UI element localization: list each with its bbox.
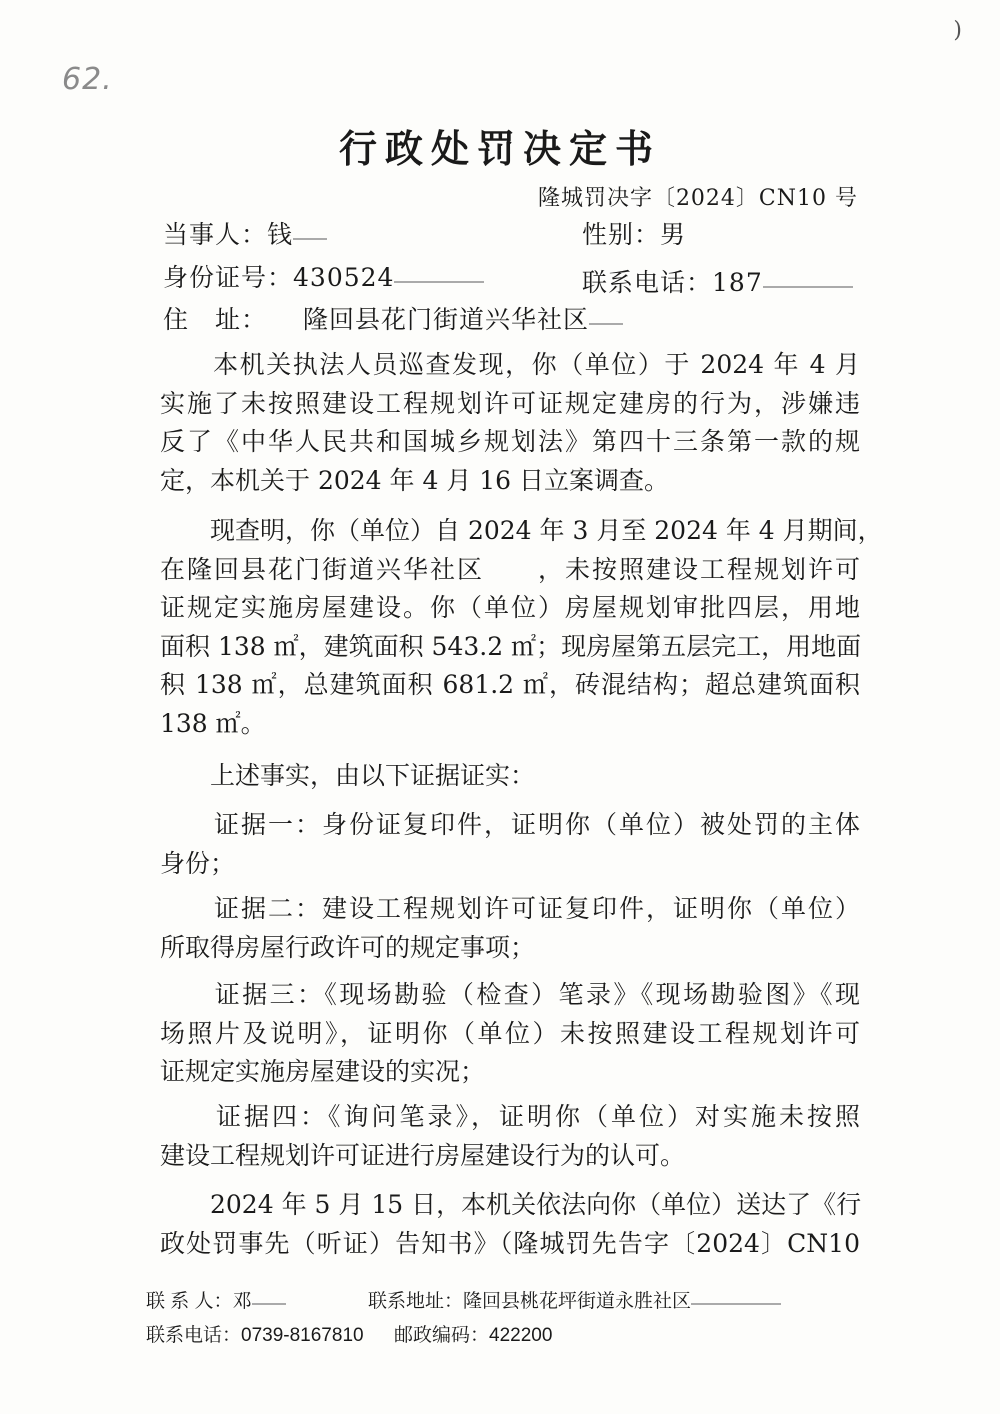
party-gender-value: 男 (660, 220, 687, 249)
footer-postcode-value: 422200 (489, 1325, 553, 1346)
paragraph-evidence-two (160, 890, 860, 967)
footer-contact-value: 邓 (232, 1291, 252, 1312)
text-line: 证据三：《现场勘验（检查）笔录》《现场勘验图》《现 (160, 980, 860, 1009)
party-address-value: 隆回县花门街道兴华社区 (303, 305, 590, 334)
text-line: 反了《中华人民共和国城乡规划法》第四十三条第一款的规 (160, 427, 860, 457)
paragraph-evidence-three (160, 976, 860, 1092)
document-title: 行政处罚决定书 (338, 126, 661, 171)
text-line: 证规定实施房屋建设。你（单位）房屋规划审批四层，用地 (160, 593, 860, 623)
footer-contact-label: 联 系 人： (146, 1291, 233, 1312)
redaction-mark (691, 1299, 781, 1305)
footer-postcode (394, 1320, 552, 1347)
footer-address-value: 隆回县桃花坪街道永胜社区 (463, 1291, 692, 1312)
redaction-mark (252, 1299, 286, 1305)
text-line: 2024 年 5 月 15 日，本机关依法向你（单位）送达了《行 (160, 1190, 862, 1219)
party-id-row (163, 258, 484, 294)
text-line: 积 138 ㎡，总建筑面积 681.2 ㎡，砖混结构；超总建筑面积 (160, 670, 860, 700)
party-gender-label: 性别： (582, 220, 661, 249)
text-line: 证据四：《询问笔录》，证明你（单位）对实施未按照 (160, 1102, 860, 1131)
party-gender-row (582, 215, 686, 251)
text-line: 本机关执法人员巡查发现，你（单位）于 2024 年 4 月 (160, 350, 860, 379)
text-line: 在隆回县花门街道兴华社区 ，未按照建设工程规划许可 (160, 554, 860, 584)
text-line: 定，本机关于 2024 年 4 月 16 日立案调查。 (160, 465, 670, 495)
text-line: 证据二：建设工程规划许可证复印件，证明你（单位） (160, 894, 860, 923)
redaction-mark (293, 234, 327, 240)
footer-contact-phone (146, 1320, 364, 1347)
party-address-label: 住 址： (163, 305, 268, 334)
text-line: 现查明，你（单位）自 2024 年 3 月至 2024 年 4 月期间， (160, 516, 883, 545)
redaction-mark (394, 277, 484, 283)
text-line: 138 ㎡。 (160, 708, 266, 738)
paragraph-investigation-facts (160, 512, 883, 744)
party-address-row (163, 300, 623, 336)
redaction-mark (589, 319, 623, 325)
text-line: 所取得房屋行政许可的规定事项； (160, 932, 536, 962)
redaction-mark (763, 282, 853, 288)
footer-contact-person (146, 1286, 286, 1313)
party-phone-label: 联系电话： (582, 268, 713, 297)
text-line: 证据一：身份证复印件，证明你（单位）被处罚的主体 (160, 810, 860, 839)
paragraph-evidence-intro (160, 757, 860, 796)
footer-postcode-label: 邮政编码： (394, 1325, 490, 1346)
text-line: 场照片及说明》，证明你（单位）未按照建设工程规划许可 (160, 1018, 860, 1048)
paragraph-notice-served (160, 1186, 860, 1263)
footer-phone-label: 联系电话： (146, 1325, 242, 1346)
footer-address-label: 联系地址： (368, 1291, 464, 1312)
party-name-label: 当事人： (163, 220, 268, 249)
party-name-value: 钱 (267, 220, 294, 249)
text-line: 面积 138 ㎡，建筑面积 543.2 ㎡；现房屋第五层完工，用地面 (160, 631, 862, 661)
text-line: 上述事实，由以下证据证实： (160, 761, 536, 790)
handwritten-page-number: 62. (62, 62, 113, 97)
paragraph-evidence-four (160, 1098, 860, 1175)
text-line: 身份； (160, 848, 236, 878)
text-line: 政处罚事先（听证）告知书》（隆城罚先告字〔2024〕CN10 (160, 1228, 860, 1258)
paragraph-patrol-finding (160, 346, 860, 500)
party-id-label: 身份证号： (163, 263, 294, 292)
party-name-row (163, 215, 327, 251)
party-id-value: 430524 (293, 263, 395, 292)
document-number: 隆城罚决字〔2024〕CN10 号 (537, 186, 858, 211)
margin-mark: ) (953, 18, 962, 43)
footer-contact-address (368, 1286, 781, 1313)
party-phone-value: 187 (712, 268, 763, 297)
party-phone-row (582, 263, 853, 299)
text-line: 证规定实施房屋建设的实况； (160, 1057, 486, 1087)
footer-phone-value: 0739-8167810 (241, 1325, 364, 1346)
text-line: 建设工程规划许可证进行房屋建设行为的认可。 (160, 1140, 686, 1170)
paragraph-evidence-one (160, 806, 860, 883)
text-line: 实施了未按照建设工程规划许可证规定建房的行为，涉嫌违 (160, 388, 860, 418)
